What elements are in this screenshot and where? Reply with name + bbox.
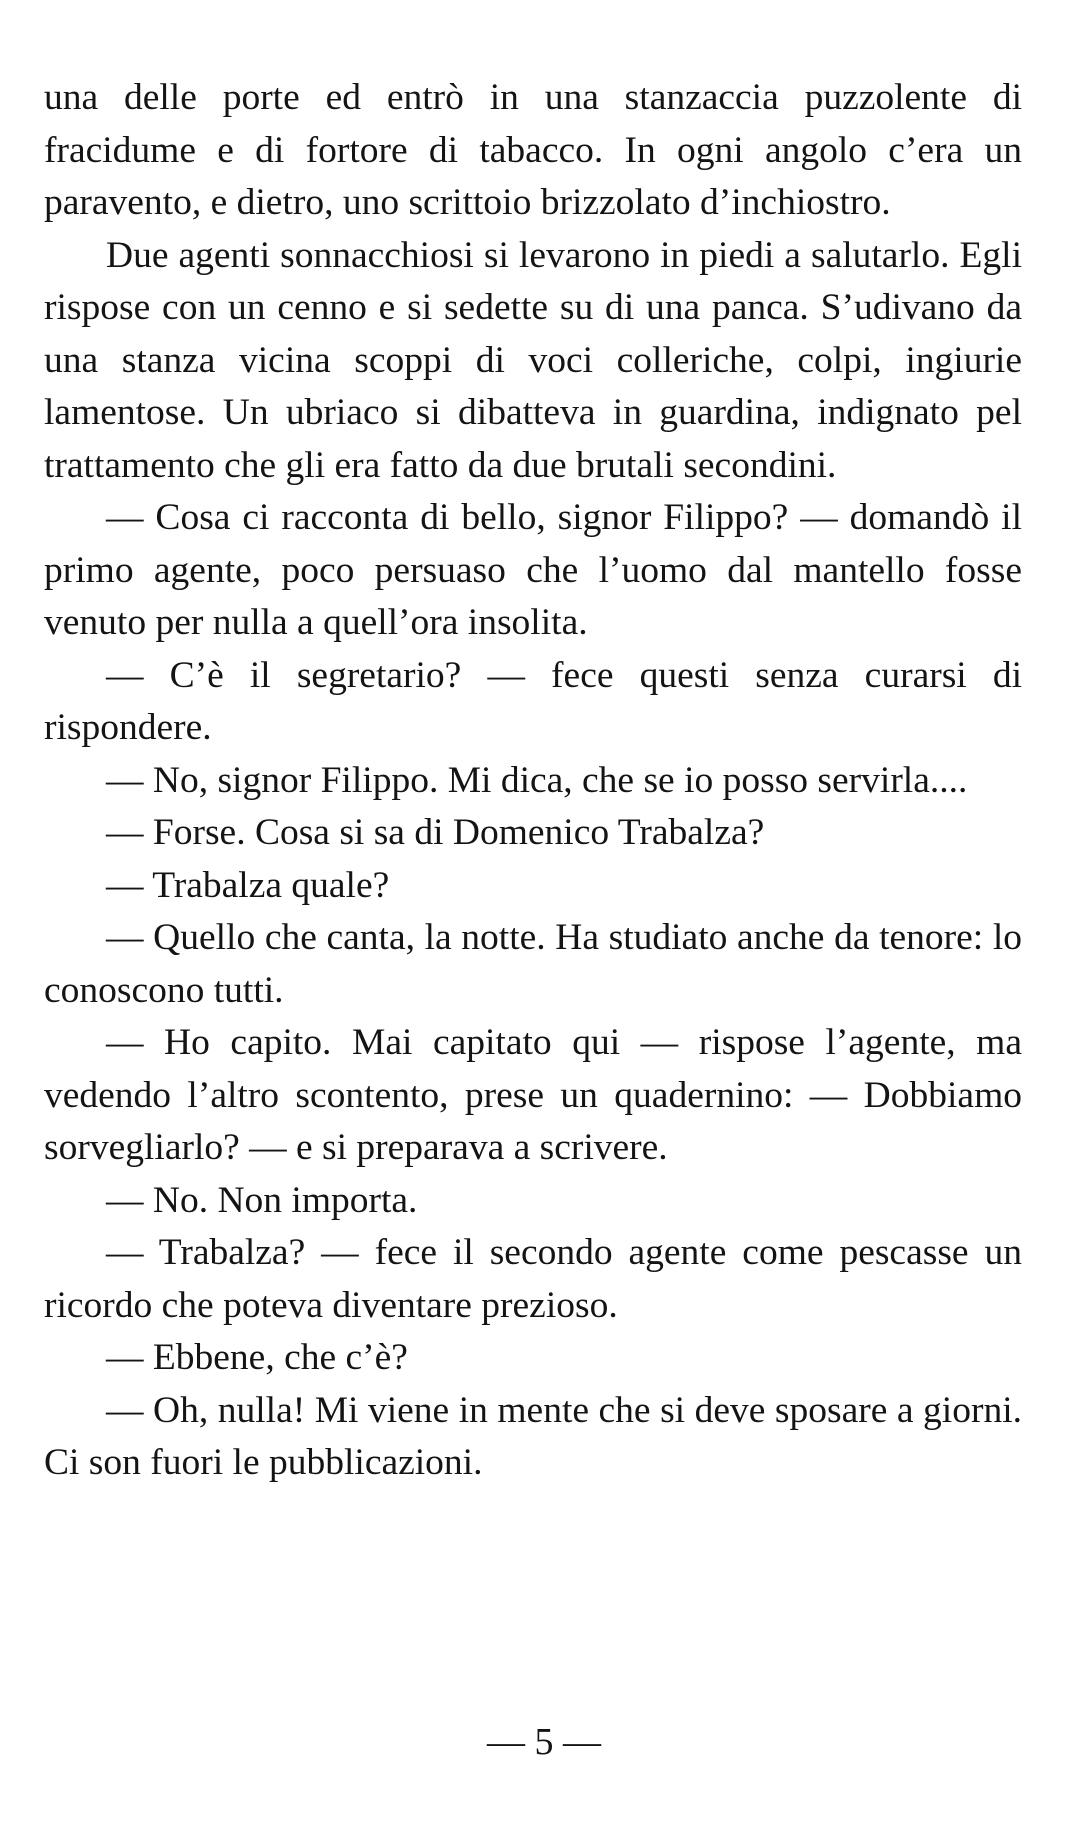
paragraph-4: — C’è il segretario? — fece questi senza curarsi di rispondere. — [44, 654, 1022, 748]
paragraph-7: — Trabalza quale? — [106, 864, 390, 906]
paragraph-6: — Forse. Cosa si sa di Domenico Trabalza? — [106, 812, 765, 853]
paragraph-12: — Ebbene, che c’è? — [106, 1337, 408, 1378]
paragraph-8: — Quello che canta, la notte. Ha studiato anche da tenore: lo conoscono tutti. — [44, 917, 1022, 1011]
body-text — [44, 72, 1022, 1490]
paragraph-5: — No, signor Filippo. Mi dica, che se io posso servirla.... — [106, 759, 968, 801]
paragraph-9: — Ho capito. Mai capitato qui — rispose l’agente, ma vedendo l’altro scontento, prese un quadernino: — Dobbiamo sorvegliarlo? — e si preparava a scrivere. — [44, 1022, 1022, 1168]
paragraph-1: una delle porte ed entrò in una stanzaccia puzzolente di fracidume e di fortore di tabacco. In ogni angolo c’era un paravento, e dietro, uno scrittoio brizzolato d’inchiostro. — [44, 77, 1022, 223]
paragraph-2: Due agenti sonnacchiosi si levarono in piedi a salutarlo. Egli rispose con un cenno e si sedette su di una panca. S’udivano da una stanza vicina scoppi di voci colleriche, colpi, ingiurie lamentose. Un ubriaco si dibatteva in guardina, indignato pel trattamento che gli era fatto da due brutali secondini. — [44, 234, 1022, 486]
page-number: — 5 — — [487, 1721, 601, 1763]
paragraph-3: — Cosa ci racconta di bello, signor Filippo? — domandò il primo agente, poco persuaso che l’uomo dal mantello fosse venuto per nulla a quell’ora insolita. — [44, 497, 1022, 643]
paragraph-10: — No. Non importa. — [106, 1179, 418, 1221]
paragraph-11: — Trabalza? — fece il secondo agente come pescasse un ricordo che poteva diventare prezioso. — [44, 1232, 1022, 1326]
paragraph-13: — Oh, nulla! Mi viene in mente che si deve sposare a giorni. Ci son fuori le pubblicazioni. — [44, 1389, 1022, 1483]
